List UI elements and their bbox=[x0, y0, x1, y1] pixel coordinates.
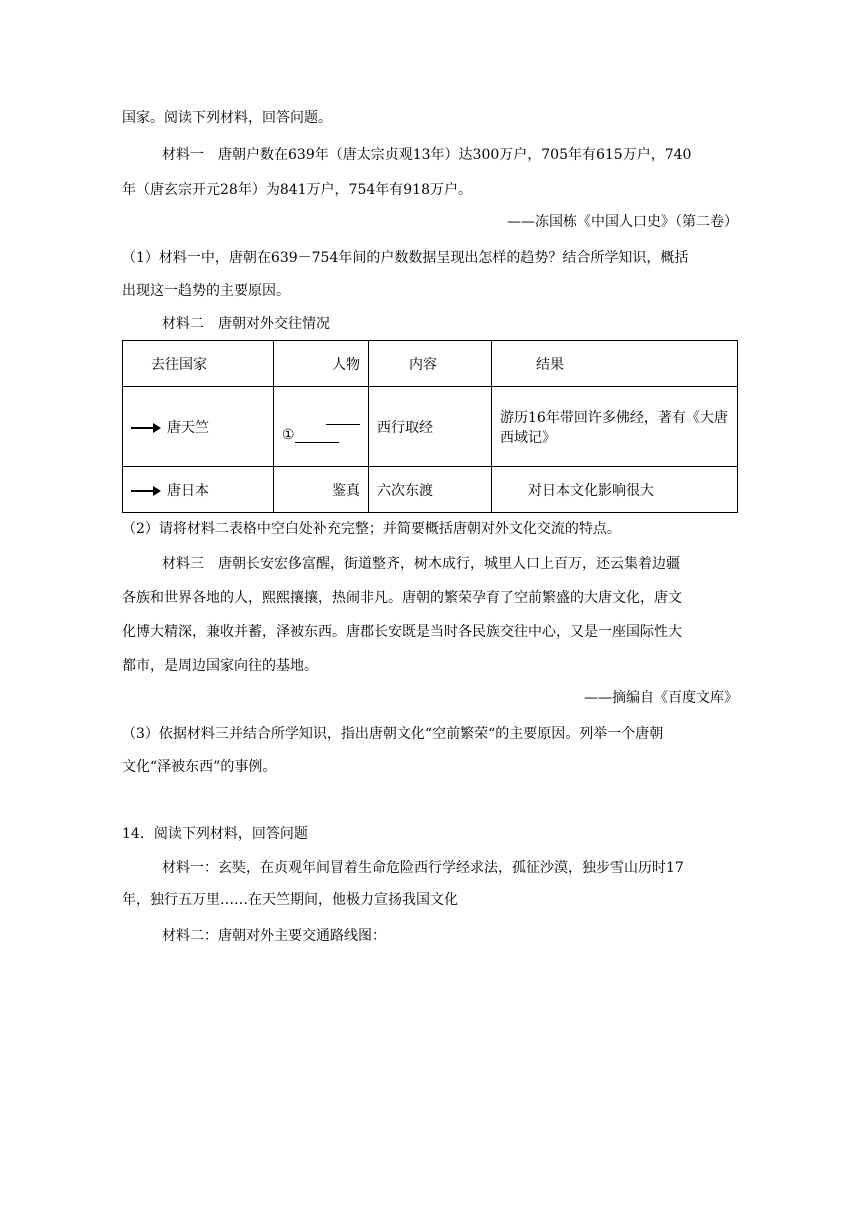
cell-content: 六次东渡 bbox=[369, 467, 492, 513]
material-two-title: 材料二 唐朝对外交往情况 bbox=[162, 316, 330, 332]
arrow-right-icon bbox=[131, 490, 159, 492]
material-two-title: 材料二：唐朝对外主要交通路线图： bbox=[162, 928, 386, 944]
text-line: 都市，是周边国家向往的基地。 bbox=[122, 658, 318, 674]
blank-line bbox=[326, 410, 360, 425]
text-line: 化博大精深，兼收并蓄，泽被东西。唐郡长安既是当时各民族交往中心，又是一座国际性大 bbox=[122, 624, 682, 640]
blank-line bbox=[295, 428, 339, 443]
exchange-table bbox=[122, 340, 738, 513]
text-line: 国家。阅读下列材料，回答问题。 bbox=[122, 110, 332, 126]
citation: ——冻国栋《中国人口史》（第二卷） bbox=[507, 214, 738, 230]
question-1: （1）材料一中，唐朝在639－754年间的户数数据呈现出怎样的趋势？结合所学知识，概括 bbox=[122, 250, 689, 266]
material-one: 材料一 唐朝户数在639年（唐太宗贞观13年）达300万户，705年有615万户，740 bbox=[162, 147, 692, 163]
header-person: 人物 bbox=[274, 341, 369, 387]
table-row bbox=[123, 387, 738, 467]
cell-result: 游历16年带回许多佛经，著有《大唐西域记》 bbox=[492, 387, 738, 467]
table-header-row bbox=[123, 341, 738, 387]
header-country: 去往国家 bbox=[123, 341, 274, 387]
blank-marker: ① bbox=[282, 427, 295, 443]
cell-person: 鉴真 bbox=[274, 467, 369, 513]
header-content: 内容 bbox=[369, 341, 492, 387]
table-row bbox=[123, 467, 738, 513]
arrow-right-icon bbox=[131, 427, 159, 429]
material-one: 材料一：玄奘，在贞观年间冒着生命危险西行学经求法，孤征沙漠，独步雪山历时17 bbox=[162, 860, 684, 876]
question-14-title: 14．阅读下列材料，回答问题 bbox=[122, 826, 308, 842]
header-result: 结果 bbox=[492, 341, 738, 387]
text-line: 各族和世界各地的人，熙熙攘攘，热闹非凡。唐朝的繁荣孕育了空前繁盛的大唐文化，唐文 bbox=[122, 590, 682, 606]
text-line: 文化“泽被东西”的事例。 bbox=[122, 759, 277, 775]
cell-country: 唐日本 bbox=[123, 467, 274, 513]
cell-person-blank bbox=[274, 387, 369, 467]
cell-result: 对日本文化影响很大 bbox=[492, 467, 738, 513]
cell-content: 西行取经 bbox=[369, 387, 492, 467]
text-line: 年，独行五万里……在天竺期间，他极力宣扬我国文化 bbox=[122, 892, 458, 908]
question-3: （3）依据材料三并结合所学知识，指出唐朝文化“空前繁荣“的主要原因。列举一个唐朝 bbox=[122, 726, 664, 742]
material-three: 材料三 唐朝长安宏侈富醒，街道整齐，树木成行，城里人口上百万，还云集着边疆 bbox=[162, 556, 680, 572]
cell-country: 唐天竺 bbox=[123, 387, 274, 467]
question-2: （2）请将材料二表格中空白处补充完整；并简要概括唐朝对外文化交流的特点。 bbox=[122, 521, 621, 537]
text-line: 年（唐玄宗开元28年）为841万户，754年有918万户。 bbox=[122, 182, 472, 198]
citation: ——摘编自《百度文库》 bbox=[584, 690, 738, 706]
text-line: 出现这一趋势的主要原因。 bbox=[122, 283, 290, 299]
